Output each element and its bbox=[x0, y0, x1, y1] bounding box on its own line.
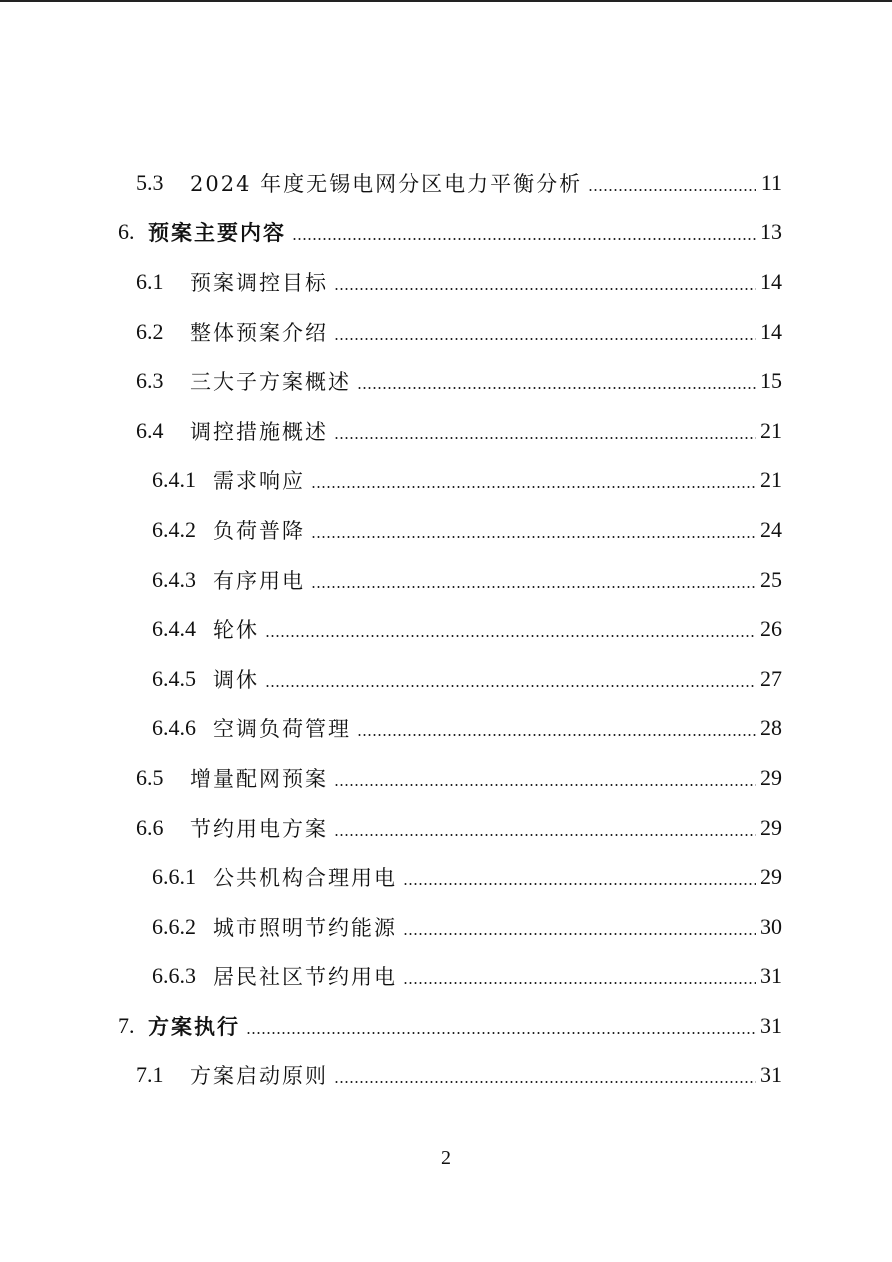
toc-dot-leader bbox=[403, 933, 756, 935]
toc-dot-leader bbox=[588, 189, 756, 191]
toc-entry-page: 31 bbox=[760, 1062, 782, 1088]
toc-entry-page: 27 bbox=[760, 665, 782, 691]
toc-entry[interactable] bbox=[0, 356, 892, 406]
toc-entry-page: 15 bbox=[760, 368, 782, 394]
toc-entry-heading bbox=[136, 168, 582, 198]
toc-entry-title: 轮休 bbox=[213, 618, 259, 643]
toc-dot-leader bbox=[311, 586, 756, 588]
toc-entry-page: 26 bbox=[760, 616, 782, 642]
toc-dot-leader bbox=[357, 734, 756, 736]
toc-entry[interactable] bbox=[0, 1001, 892, 1051]
toc-entry-number: 7. bbox=[118, 1012, 135, 1038]
toc-entry-heading bbox=[136, 1060, 328, 1090]
toc-entry-number: 6.6 bbox=[136, 814, 164, 840]
toc-entry-page: 30 bbox=[760, 913, 782, 939]
toc-entry-title: 居民社区节约用电 bbox=[213, 965, 397, 990]
toc-entry-heading bbox=[152, 515, 305, 545]
toc-entry-number: 6.4.1 bbox=[152, 467, 196, 493]
toc-entry-title: 节约用电方案 bbox=[190, 816, 328, 841]
toc-entry[interactable] bbox=[0, 257, 892, 307]
toc-dot-leader bbox=[265, 635, 756, 637]
toc-entry[interactable] bbox=[0, 158, 892, 208]
toc-entry-number: 6.4 bbox=[136, 417, 164, 443]
toc-entry[interactable] bbox=[0, 406, 892, 456]
toc-entry-title: 公共机构合理用电 bbox=[213, 866, 397, 891]
toc-dot-leader bbox=[334, 784, 756, 786]
toc-entry-number: 6.5 bbox=[136, 764, 164, 790]
toc-entry-number: 6.6.1 bbox=[152, 864, 196, 890]
toc-dot-leader bbox=[334, 834, 756, 836]
toc-entry-heading bbox=[136, 763, 328, 793]
toc-entry-title: 三大子方案概述 bbox=[190, 370, 351, 395]
toc-entry[interactable] bbox=[0, 952, 892, 1002]
toc-entry[interactable] bbox=[0, 555, 892, 605]
toc-entry-number: 6.4.5 bbox=[152, 665, 196, 691]
toc-entry-heading bbox=[152, 614, 259, 644]
toc-entry-heading bbox=[152, 961, 397, 991]
toc-dot-leader bbox=[311, 536, 756, 538]
toc-entry-number: 6.4.2 bbox=[152, 516, 196, 542]
toc-entry-page: 31 bbox=[760, 1012, 782, 1038]
toc-entry-page: 14 bbox=[760, 318, 782, 344]
toc-entry-heading bbox=[136, 813, 328, 843]
toc-entry-number: 7.1 bbox=[136, 1062, 164, 1088]
toc-entry-number: 6.6.3 bbox=[152, 963, 196, 989]
toc-entry-title: 整体预案介绍 bbox=[190, 320, 328, 345]
toc-entry-page: 31 bbox=[760, 963, 782, 989]
table-of-contents bbox=[0, 158, 892, 1100]
top-border-line bbox=[0, 0, 892, 2]
toc-entry-heading bbox=[152, 862, 397, 892]
toc-entry-heading bbox=[118, 217, 286, 247]
toc-entry[interactable] bbox=[0, 208, 892, 258]
toc-entry-title: 需求响应 bbox=[213, 469, 305, 494]
toc-dot-leader bbox=[246, 1032, 756, 1034]
toc-entry-title: 负荷普降 bbox=[213, 518, 305, 543]
toc-entry[interactable] bbox=[0, 1051, 892, 1101]
toc-entry-heading bbox=[152, 664, 259, 694]
toc-entry-page: 21 bbox=[760, 417, 782, 443]
toc-entry-page: 29 bbox=[760, 864, 782, 890]
toc-dot-leader bbox=[334, 338, 756, 340]
toc-entry-number: 5.3 bbox=[136, 169, 164, 195]
toc-entry-title: 方案启动原则 bbox=[190, 1064, 328, 1089]
toc-dot-leader bbox=[311, 486, 756, 488]
toc-entry[interactable] bbox=[0, 505, 892, 555]
toc-entry-heading bbox=[152, 912, 397, 942]
toc-entry-title: 增量配网预案 bbox=[190, 766, 328, 791]
toc-entry-title: 预案调控目标 bbox=[190, 270, 328, 295]
toc-dot-leader bbox=[403, 883, 756, 885]
toc-entry-heading bbox=[152, 565, 305, 595]
toc-dot-leader bbox=[292, 238, 756, 240]
toc-entry-heading bbox=[136, 416, 328, 446]
toc-entry-page: 21 bbox=[760, 467, 782, 493]
toc-dot-leader bbox=[403, 982, 756, 984]
toc-entry-title: 预案主要内容 bbox=[148, 221, 286, 246]
toc-entry-number: 6.6.2 bbox=[152, 913, 196, 939]
toc-entry-heading bbox=[152, 465, 305, 495]
toc-entry[interactable] bbox=[0, 902, 892, 952]
toc-entry-heading bbox=[136, 366, 351, 396]
toc-entry-title: 调休 bbox=[213, 667, 259, 692]
toc-entry-number: 6.4.3 bbox=[152, 566, 196, 592]
toc-entry-number: 6. bbox=[118, 219, 135, 245]
toc-entry-title: 2024 年度无锡电网分区电力平衡分析 bbox=[190, 171, 583, 196]
toc-entry-heading bbox=[136, 267, 328, 297]
toc-entry-heading bbox=[136, 317, 328, 347]
toc-entry-page: 28 bbox=[760, 715, 782, 741]
toc-entry[interactable] bbox=[0, 852, 892, 902]
toc-entry[interactable] bbox=[0, 456, 892, 506]
toc-entry[interactable] bbox=[0, 604, 892, 654]
toc-entry[interactable] bbox=[0, 753, 892, 803]
toc-entry-page: 24 bbox=[760, 516, 782, 542]
toc-entry-page: 14 bbox=[760, 268, 782, 294]
toc-dot-leader bbox=[334, 437, 756, 439]
toc-entry-title: 空调负荷管理 bbox=[213, 717, 351, 742]
toc-entry-page: 29 bbox=[760, 814, 782, 840]
toc-entry-title: 有序用电 bbox=[213, 568, 305, 593]
toc-entry-number: 6.4.6 bbox=[152, 715, 196, 741]
toc-entry-page: 11 bbox=[760, 169, 782, 195]
toc-entry[interactable] bbox=[0, 654, 892, 704]
toc-dot-leader bbox=[334, 1081, 756, 1083]
toc-entry[interactable] bbox=[0, 307, 892, 357]
toc-entry-title: 城市照明节约能源 bbox=[213, 915, 397, 940]
toc-entry-heading bbox=[152, 713, 351, 743]
toc-entry-number: 6.4.4 bbox=[152, 616, 196, 642]
toc-entry-title: 方案执行 bbox=[148, 1014, 240, 1039]
toc-dot-leader bbox=[334, 288, 756, 290]
toc-dot-leader bbox=[357, 387, 756, 389]
toc-entry[interactable] bbox=[0, 803, 892, 853]
toc-dot-leader bbox=[265, 685, 756, 687]
toc-entry-number: 6.2 bbox=[136, 318, 164, 344]
toc-entry-page: 29 bbox=[760, 764, 782, 790]
toc-entry-page: 25 bbox=[760, 566, 782, 592]
page-number: 2 bbox=[441, 1147, 451, 1169]
toc-entry-number: 6.3 bbox=[136, 368, 164, 394]
toc-entry-number: 6.1 bbox=[136, 268, 164, 294]
toc-entry-heading bbox=[118, 1011, 240, 1041]
toc-entry-title: 调控措施概述 bbox=[190, 419, 328, 444]
toc-entry-page: 13 bbox=[760, 219, 782, 245]
toc-entry[interactable] bbox=[0, 704, 892, 754]
